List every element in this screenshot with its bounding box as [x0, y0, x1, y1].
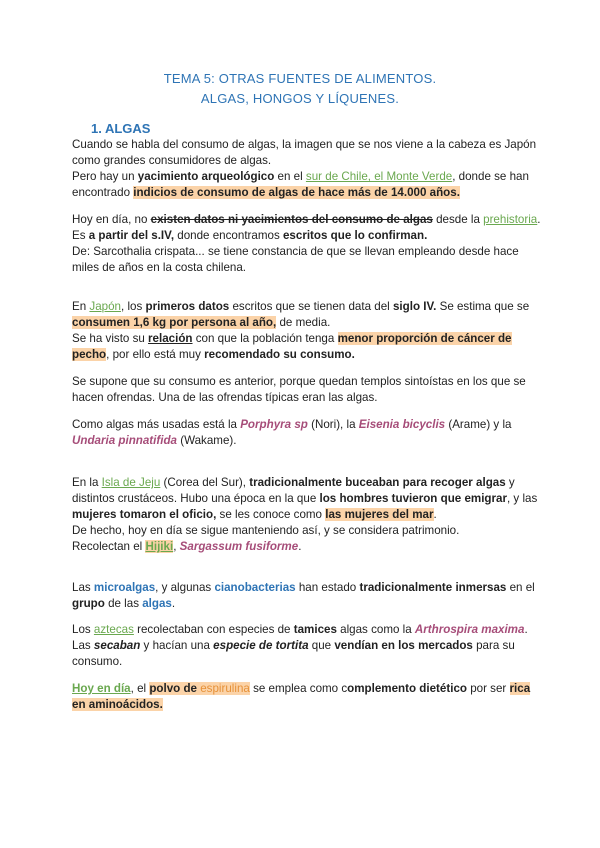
species-name: Eisenia bicyclis — [358, 418, 446, 431]
text-run: Se ha visto su — [72, 332, 149, 345]
highlighted-text: rica — [509, 682, 531, 695]
emphasis-text: microalgas — [93, 581, 156, 594]
text-run: Las — [72, 581, 94, 594]
highlighted-link-text: aztecas — [93, 623, 134, 636]
emphasis-text: primeros datos — [145, 300, 230, 313]
text-run: con que la población tenga — [192, 332, 338, 345]
emphasis-text: secaban — [93, 639, 141, 652]
text-run: se les conoce como — [216, 508, 326, 521]
highlighted-link-text: Japón — [89, 300, 121, 313]
text-run: . — [537, 213, 541, 226]
paragraph-line — [72, 315, 532, 331]
text-run: . — [171, 597, 176, 610]
emphasis-text: escritos que lo confirman. — [282, 229, 428, 242]
paragraph-line — [72, 347, 532, 363]
highlighted-link-text: Hijiki — [145, 540, 174, 553]
paragraph-line: miles de años en la costa chilena. — [72, 261, 247, 274]
highlighted-text: espirulina — [200, 682, 250, 695]
paragraph-line — [72, 491, 538, 507]
text-run: , y las — [506, 492, 538, 505]
highlighted-link-text: sur de Chile, el Monte Verde — [305, 170, 453, 183]
paragraph-line — [72, 228, 532, 244]
text-run: desde la — [432, 213, 484, 226]
paragraph-line — [72, 169, 532, 185]
text-run: . — [298, 540, 302, 553]
text-run: Es — [72, 229, 89, 242]
paragraph-line — [72, 507, 532, 523]
paragraph-line — [72, 638, 532, 654]
text-run: recolectaban con especies de — [133, 623, 294, 636]
paragraph-line — [72, 331, 532, 347]
text-run: Se estima que se — [436, 300, 530, 313]
text-run: Las — [72, 639, 94, 652]
species-name: Porphyra sp — [240, 418, 308, 431]
emphasis-text: yacimiento arqueológico — [137, 170, 275, 183]
text-run: se emplea como c — [249, 682, 348, 695]
text-run: han estado — [295, 581, 360, 594]
text-run: , — [173, 540, 180, 553]
text-run: , los — [121, 300, 146, 313]
text-run: Como algas más usadas está la — [72, 418, 241, 431]
emphasis-text: a partir del s.IV, — [88, 229, 175, 242]
text-run: en el — [506, 581, 535, 594]
highlighted-text: menor proporción de cáncer de — [337, 332, 512, 345]
text-run: escritos que se tienen data del — [229, 300, 393, 313]
document-title-line-1: TEMA 5: OTRAS FUENTES DE ALIMENTOS. — [163, 71, 437, 86]
highlighted-text: polvo de — [149, 682, 201, 695]
text-run: encontrado — [72, 186, 134, 199]
paragraph-line: De hecho, hoy en día se sigue manteniendo así, y se considera patrimonio. — [72, 524, 460, 537]
emphasis-text: tradicionalmente buceaban para recoger algas — [249, 476, 506, 489]
highlighted-text: pecho — [72, 348, 107, 361]
text-run: (Wakame). — [177, 434, 237, 447]
text-run: , por ello está muy — [106, 348, 205, 361]
species-name: Undaria pinnatifida — [72, 434, 177, 447]
text-run: que — [308, 639, 335, 652]
text-run: distintos crustáceos. Hubo una época en la que — [72, 492, 320, 505]
emphasis-text: cianobacterias — [214, 581, 296, 594]
document-title-line-2: ALGAS, HONGOS Y LÍQUENES. — [200, 91, 400, 106]
section-heading-algas: 1. ALGAS — [91, 121, 151, 136]
text-run: , el — [130, 682, 150, 695]
paragraph-line — [72, 622, 532, 638]
paragraph-line — [72, 697, 532, 713]
text-run: y — [505, 476, 515, 489]
text-run: (Corea del Sur), — [160, 476, 250, 489]
emphasis-text: tradicionalmente inmersas — [359, 581, 507, 594]
paragraph-line: De: Sarcothalia crispata... se tiene constancia de que se llevan empleando desde hace — [72, 245, 519, 258]
text-run: en el — [274, 170, 306, 183]
emphasis-text: omplemento dietético — [347, 682, 467, 695]
text-run: algas como la — [336, 623, 415, 636]
paragraph-line — [72, 580, 535, 596]
text-run: Pero hay un — [72, 170, 138, 183]
strikethrough-text: existen datos ni yacimientos del consumo de algas — [150, 213, 433, 226]
highlighted-text: consumen 1,6 kg por persona al año, — [72, 316, 277, 329]
paragraph-line — [72, 433, 532, 449]
text-run: para su — [472, 639, 515, 652]
paragraph-line — [72, 299, 532, 315]
text-run: Los — [72, 623, 94, 636]
emphasis-text: recomendado su consumo. — [204, 348, 355, 361]
emphasis-text: mujeres tomaron el oficio, — [72, 508, 217, 521]
species-name: Arthrospira maxima — [414, 623, 525, 636]
text-run: En la — [72, 476, 102, 489]
emphasis-text: vendían en los mercados — [334, 639, 473, 652]
emphasis-text: grupo — [72, 597, 105, 610]
text-run: y hacían una — [140, 639, 214, 652]
text-run: donde encontramos — [174, 229, 283, 242]
text-run: (Arame) y la — [445, 418, 512, 431]
paragraph-line — [72, 185, 532, 201]
highlighted-text: las mujeres del mar — [325, 508, 434, 521]
highlighted-text: en aminoácidos. — [72, 698, 163, 711]
text-run: . — [433, 508, 437, 521]
text-run: . — [524, 623, 528, 636]
text-run: por ser — [466, 682, 510, 695]
highlighted-text: indicios de consumo de algas de hace más de 14.000 años. — [133, 186, 460, 199]
paragraph-line — [72, 596, 532, 612]
paragraph-line: Se supone que su consumo es anterior, porque quedan templos sintoístas en los que se — [72, 375, 526, 388]
text-run: Hoy en día, no — [72, 213, 151, 226]
text-run: , y algunas — [155, 581, 215, 594]
emphasis-text: los hombres tuvieron que emigrar — [319, 492, 507, 505]
paragraph-line — [72, 681, 532, 697]
paragraph-line — [72, 212, 541, 228]
emphasis-text: algas — [142, 597, 172, 610]
species-name: Sargassum fusiforme — [179, 540, 299, 553]
emphasis-text: relación — [148, 332, 193, 345]
paragraph-line: Cuando se habla del consumo de algas, la imagen que se nos viene a la cabeza es Japón — [72, 138, 537, 151]
paragraph-line — [72, 475, 532, 491]
emphasis-text: especie de tortita — [213, 639, 309, 652]
paragraph-line — [72, 539, 532, 555]
paragraph-line — [72, 417, 532, 433]
text-run: de media. — [276, 316, 331, 329]
highlighted-link-text: Isla de Jeju — [101, 476, 161, 489]
text-run: En — [72, 300, 90, 313]
paragraph-line: hacen ofrendas. Una de las ofrendas típicas eran las algas. — [72, 391, 378, 404]
text-run: (Nori), la — [307, 418, 359, 431]
emphasis-text: tamices — [293, 623, 337, 636]
highlighted-link-text: prehistoria — [483, 213, 538, 226]
text-run: de las — [104, 597, 143, 610]
text-run: , donde se han — [452, 170, 529, 183]
text-run: Recolectan el — [72, 540, 146, 553]
emphasis-text: siglo IV. — [392, 300, 437, 313]
highlighted-link-text: Hoy en día — [72, 682, 131, 695]
paragraph-line: como grandes consumidores de algas. — [72, 154, 272, 167]
paragraph-line: consumo. — [72, 655, 123, 668]
